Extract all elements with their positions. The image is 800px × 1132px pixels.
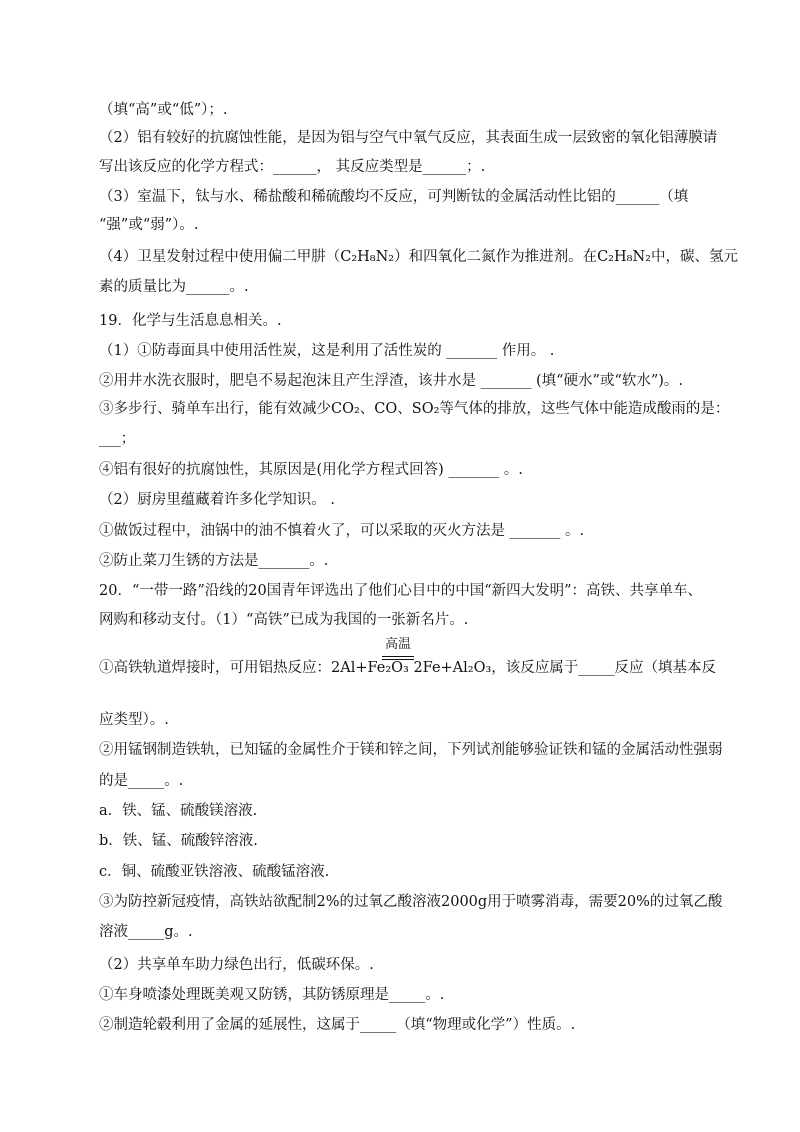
option-a: a．铁、锰、硫酸镁溶液.: [99, 803, 258, 819]
text-line: ②制造轮毂利用了金属的延展性，这属于_____（填“物理或化学”）性质。.: [99, 1017, 576, 1033]
text-line: （2）厨房里蕴藏着许多化学知识。 .: [99, 492, 335, 508]
text-line: （3）室温下，钛与水、稀盐酸和稀硫酸均不反应，可判断钛的金属活动性比铝的______（填: [99, 189, 689, 205]
text-line: 的是_____。.: [99, 773, 184, 789]
option-c: c．铜、硫酸亚铁溶液、硫酸锰溶液.: [99, 864, 330, 880]
text-line: ①车身喷漆处理既美观又防锈，其防锈原理是_____。.: [99, 987, 445, 1003]
text-line: ②用锰钢制造铁轨，已知锰的金属性介于镁和锌之间，下列试剂能够验证铁和锰的金属活动性强弱: [99, 742, 723, 758]
text-line: 网购和移动支付。（1）“高铁”已成为我国的一张新名片。.: [99, 612, 469, 628]
reaction-condition-label: 高温: [384, 637, 411, 652]
text-line: ②用井水洗衣服时，肥皂不易起泡沫且产生浮渣，该井水是 _______ (填“硬水”或“软水”)。.: [99, 373, 684, 389]
text-line: ①做饭过程中，油锅中的油不慎着火了，可以采取的灭火方法是 _______ 。.: [99, 523, 585, 539]
text-line: （2）铝有较好的抗腐蚀性能，是因为铝与空气中氧气反应，其表面生成一层致密的氧化铝薄膜请: [99, 130, 718, 146]
text-line: 写出该反应的化学方程式：______， 其反应类型是______；.: [99, 159, 486, 175]
text-line: 应类型）。.: [99, 712, 169, 728]
text-line: 溶液_____g。.: [99, 924, 193, 940]
text-line: ③多步行、骑单车出行，能有效减少CO₂、CO、SO₂等气体的排放，这些气体中能造成酸雨的是：: [99, 401, 730, 417]
question-20-heading: 20．“一带一路”沿线的20国青年评选出了他们心目中的中国“新四大发明”：高铁、共享单车、: [99, 583, 703, 599]
option-b: b．铁、锰、硫酸锌溶液.: [99, 833, 258, 849]
equation-line: ①高铁轨道焊接时，可用铝热反应：2Al+Fe₂O₃ 2Fe+Al₂O₃，该反应属于_____反应（填基本反: [99, 660, 717, 676]
text-line: ___；: [99, 431, 136, 447]
question-19-heading: 19．化学与生活息息相关。.: [99, 313, 282, 329]
text-line: （2）共享单车助力绿色出行，低碳环保。.: [99, 957, 374, 973]
text-line: 素的质量比为______。.: [99, 279, 249, 295]
text-line: ③为防控新冠疫情，高铁站欲配制2%的过氧乙酸溶液2000g用于喷雾消毒，需要20%的过氧乙酸: [99, 894, 723, 910]
text-line: （1）①防毒面具中使用活性炭，这是利用了活性炭的 _______ 作用。 .: [99, 343, 555, 359]
reaction-condition: [380, 637, 416, 653]
text-line: ④铝有很好的抗腐蚀性，其原因是(用化学方程式回答) _______ 。.: [99, 462, 523, 478]
equation-double-bar: [382, 656, 414, 657]
text-line: ②防止菜刀生锈的方法是_______。.: [99, 553, 329, 569]
text-line: （4）卫星发射过程中使用偏二甲肼（C₂H₈N₂）和四氧化二氮作为推进剂。在C₂H₈N₂中，碳、氢元: [99, 249, 738, 265]
text-line: “强”或“弱”）。.: [99, 217, 199, 233]
text-line: （填“高”或“低”）；.: [99, 102, 228, 118]
